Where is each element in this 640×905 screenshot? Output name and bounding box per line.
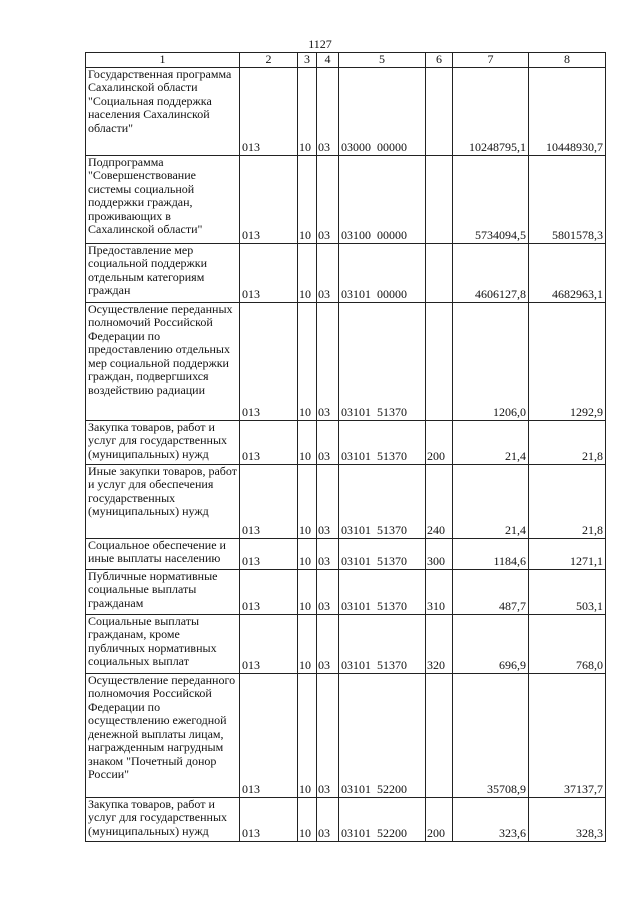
cell-admin-code: 013 xyxy=(240,797,298,841)
cell-expense-type xyxy=(426,302,453,420)
row-name: Закупка товаров, работ и услуг для государственных (муниципальных) нужд xyxy=(86,797,240,841)
cell-target-article: 03101 51370 xyxy=(339,302,426,420)
cell-admin-code: 013 xyxy=(240,538,298,569)
cell-target-article: 03000 00000 xyxy=(339,67,426,155)
cell-target-article: 03101 52200 xyxy=(339,673,426,797)
cell-amount-1: 1206,0 xyxy=(453,302,529,420)
page-number: 1127 xyxy=(308,37,332,51)
cell-subsection: 03 xyxy=(317,420,339,464)
cell-expense-type: 320 xyxy=(426,614,453,673)
row-name: Подпрограмма "Совершенствование системы социальной поддержки граждан, проживающих в Сахалинской области" xyxy=(86,155,240,243)
header-cell: 2 xyxy=(240,53,298,68)
cell-subsection: 03 xyxy=(317,464,339,538)
cell-amount-1: 487,7 xyxy=(453,569,529,614)
cell-subsection: 03 xyxy=(317,614,339,673)
table-row xyxy=(86,797,606,841)
cell-amount-1: 1184,6 xyxy=(453,538,529,569)
cell-expense-type xyxy=(426,67,453,155)
cell-section: 10 xyxy=(298,464,317,538)
cell-subsection: 03 xyxy=(317,302,339,420)
header-cell: 8 xyxy=(529,53,606,68)
table-row xyxy=(86,464,606,538)
cell-subsection: 03 xyxy=(317,673,339,797)
table-row xyxy=(86,614,606,673)
cell-expense-type: 200 xyxy=(426,420,453,464)
row-name: Социальное обеспечение и иные выплаты населению xyxy=(86,538,240,569)
cell-section: 10 xyxy=(298,614,317,673)
row-name: Осуществление переданных полномочий Российской Федерации по предоставлению отдельных мер социальной поддержки граждан, подвергшихся воздействию радиации xyxy=(86,302,240,420)
table-row xyxy=(86,569,606,614)
cell-amount-2: 768,0 xyxy=(529,614,606,673)
cell-target-article: 03101 51370 xyxy=(339,538,426,569)
cell-amount-1: 4606127,8 xyxy=(453,243,529,302)
cell-subsection: 03 xyxy=(317,797,339,841)
header-cell: 6 xyxy=(426,53,453,68)
cell-section: 10 xyxy=(298,243,317,302)
row-name: Иные закупки товаров, работ и услуг для обеспечения государственных (муниципальных) нужд xyxy=(86,464,240,538)
table-row xyxy=(86,673,606,797)
cell-admin-code: 013 xyxy=(240,614,298,673)
header-cell: 3 xyxy=(298,53,317,68)
cell-expense-type: 310 xyxy=(426,569,453,614)
budget-table xyxy=(85,52,606,842)
cell-amount-2: 4682963,1 xyxy=(529,243,606,302)
header-cell: 4 xyxy=(317,53,339,68)
cell-amount-1: 21,4 xyxy=(453,420,529,464)
cell-admin-code: 013 xyxy=(240,67,298,155)
cell-section: 10 xyxy=(298,155,317,243)
cell-admin-code: 013 xyxy=(240,243,298,302)
cell-target-article: 03101 00000 xyxy=(339,243,426,302)
header-cell: 5 xyxy=(339,53,426,68)
cell-subsection: 03 xyxy=(317,538,339,569)
cell-target-article: 03101 51370 xyxy=(339,614,426,673)
cell-expense-type xyxy=(426,673,453,797)
cell-section: 10 xyxy=(298,67,317,155)
table-row xyxy=(86,302,606,420)
cell-section: 10 xyxy=(298,420,317,464)
row-name: Закупка товаров, работ и услуг для государственных (муниципальных) нужд xyxy=(86,420,240,464)
cell-amount-1: 35708,9 xyxy=(453,673,529,797)
table-row xyxy=(86,67,606,155)
cell-admin-code: 013 xyxy=(240,464,298,538)
row-name: Публичные нормативные социальные выплаты гражданам xyxy=(86,569,240,614)
cell-subsection: 03 xyxy=(317,243,339,302)
cell-amount-2: 503,1 xyxy=(529,569,606,614)
cell-expense-type: 240 xyxy=(426,464,453,538)
cell-expense-type xyxy=(426,155,453,243)
cell-target-article: 03101 51370 xyxy=(339,569,426,614)
cell-target-article: 03101 52200 xyxy=(339,797,426,841)
cell-section: 10 xyxy=(298,538,317,569)
cell-target-article: 03101 51370 xyxy=(339,464,426,538)
cell-amount-2: 37137,7 xyxy=(529,673,606,797)
cell-amount-1: 5734094,5 xyxy=(453,155,529,243)
row-name: Государственная программа Сахалинской области "Социальная поддержка населения Сахалинской области" xyxy=(86,67,240,155)
cell-admin-code: 013 xyxy=(240,673,298,797)
table-row xyxy=(86,420,606,464)
cell-subsection: 03 xyxy=(317,155,339,243)
cell-expense-type: 300 xyxy=(426,538,453,569)
row-name: Предоставление мер социальной поддержки отдельным категориям граждан xyxy=(86,243,240,302)
cell-amount-1: 10248795,1 xyxy=(453,67,529,155)
cell-expense-type xyxy=(426,243,453,302)
cell-amount-2: 21,8 xyxy=(529,420,606,464)
cell-admin-code: 013 xyxy=(240,420,298,464)
cell-admin-code: 013 xyxy=(240,155,298,243)
cell-amount-2: 1292,9 xyxy=(529,302,606,420)
cell-amount-2: 1271,1 xyxy=(529,538,606,569)
cell-section: 10 xyxy=(298,302,317,420)
cell-admin-code: 013 xyxy=(240,302,298,420)
row-name: Социальные выплаты гражданам, кроме публичных нормативных социальных выплат xyxy=(86,614,240,673)
cell-section: 10 xyxy=(298,673,317,797)
header-cell: 7 xyxy=(453,53,529,68)
cell-amount-1: 323,6 xyxy=(453,797,529,841)
header-cell: 1 xyxy=(86,53,240,68)
row-name: Осуществление переданного полномочия Российской Федерации по осуществлению ежегодной денежной выплаты лицам, награжденным нагрудным знаком "Почетный донор России" xyxy=(86,673,240,797)
cell-expense-type: 200 xyxy=(426,797,453,841)
table-row xyxy=(86,155,606,243)
cell-section: 10 xyxy=(298,569,317,614)
cell-target-article: 03101 51370 xyxy=(339,420,426,464)
header-row xyxy=(86,53,606,68)
cell-target-article: 03100 00000 xyxy=(339,155,426,243)
cell-amount-2: 10448930,7 xyxy=(529,67,606,155)
cell-amount-1: 696,9 xyxy=(453,614,529,673)
cell-subsection: 03 xyxy=(317,569,339,614)
table-row xyxy=(86,538,606,569)
cell-amount-2: 328,3 xyxy=(529,797,606,841)
table-row xyxy=(86,243,606,302)
cell-section: 10 xyxy=(298,797,317,841)
cell-subsection: 03 xyxy=(317,67,339,155)
cell-admin-code: 013 xyxy=(240,569,298,614)
cell-amount-2: 21,8 xyxy=(529,464,606,538)
cell-amount-2: 5801578,3 xyxy=(529,155,606,243)
cell-amount-1: 21,4 xyxy=(453,464,529,538)
